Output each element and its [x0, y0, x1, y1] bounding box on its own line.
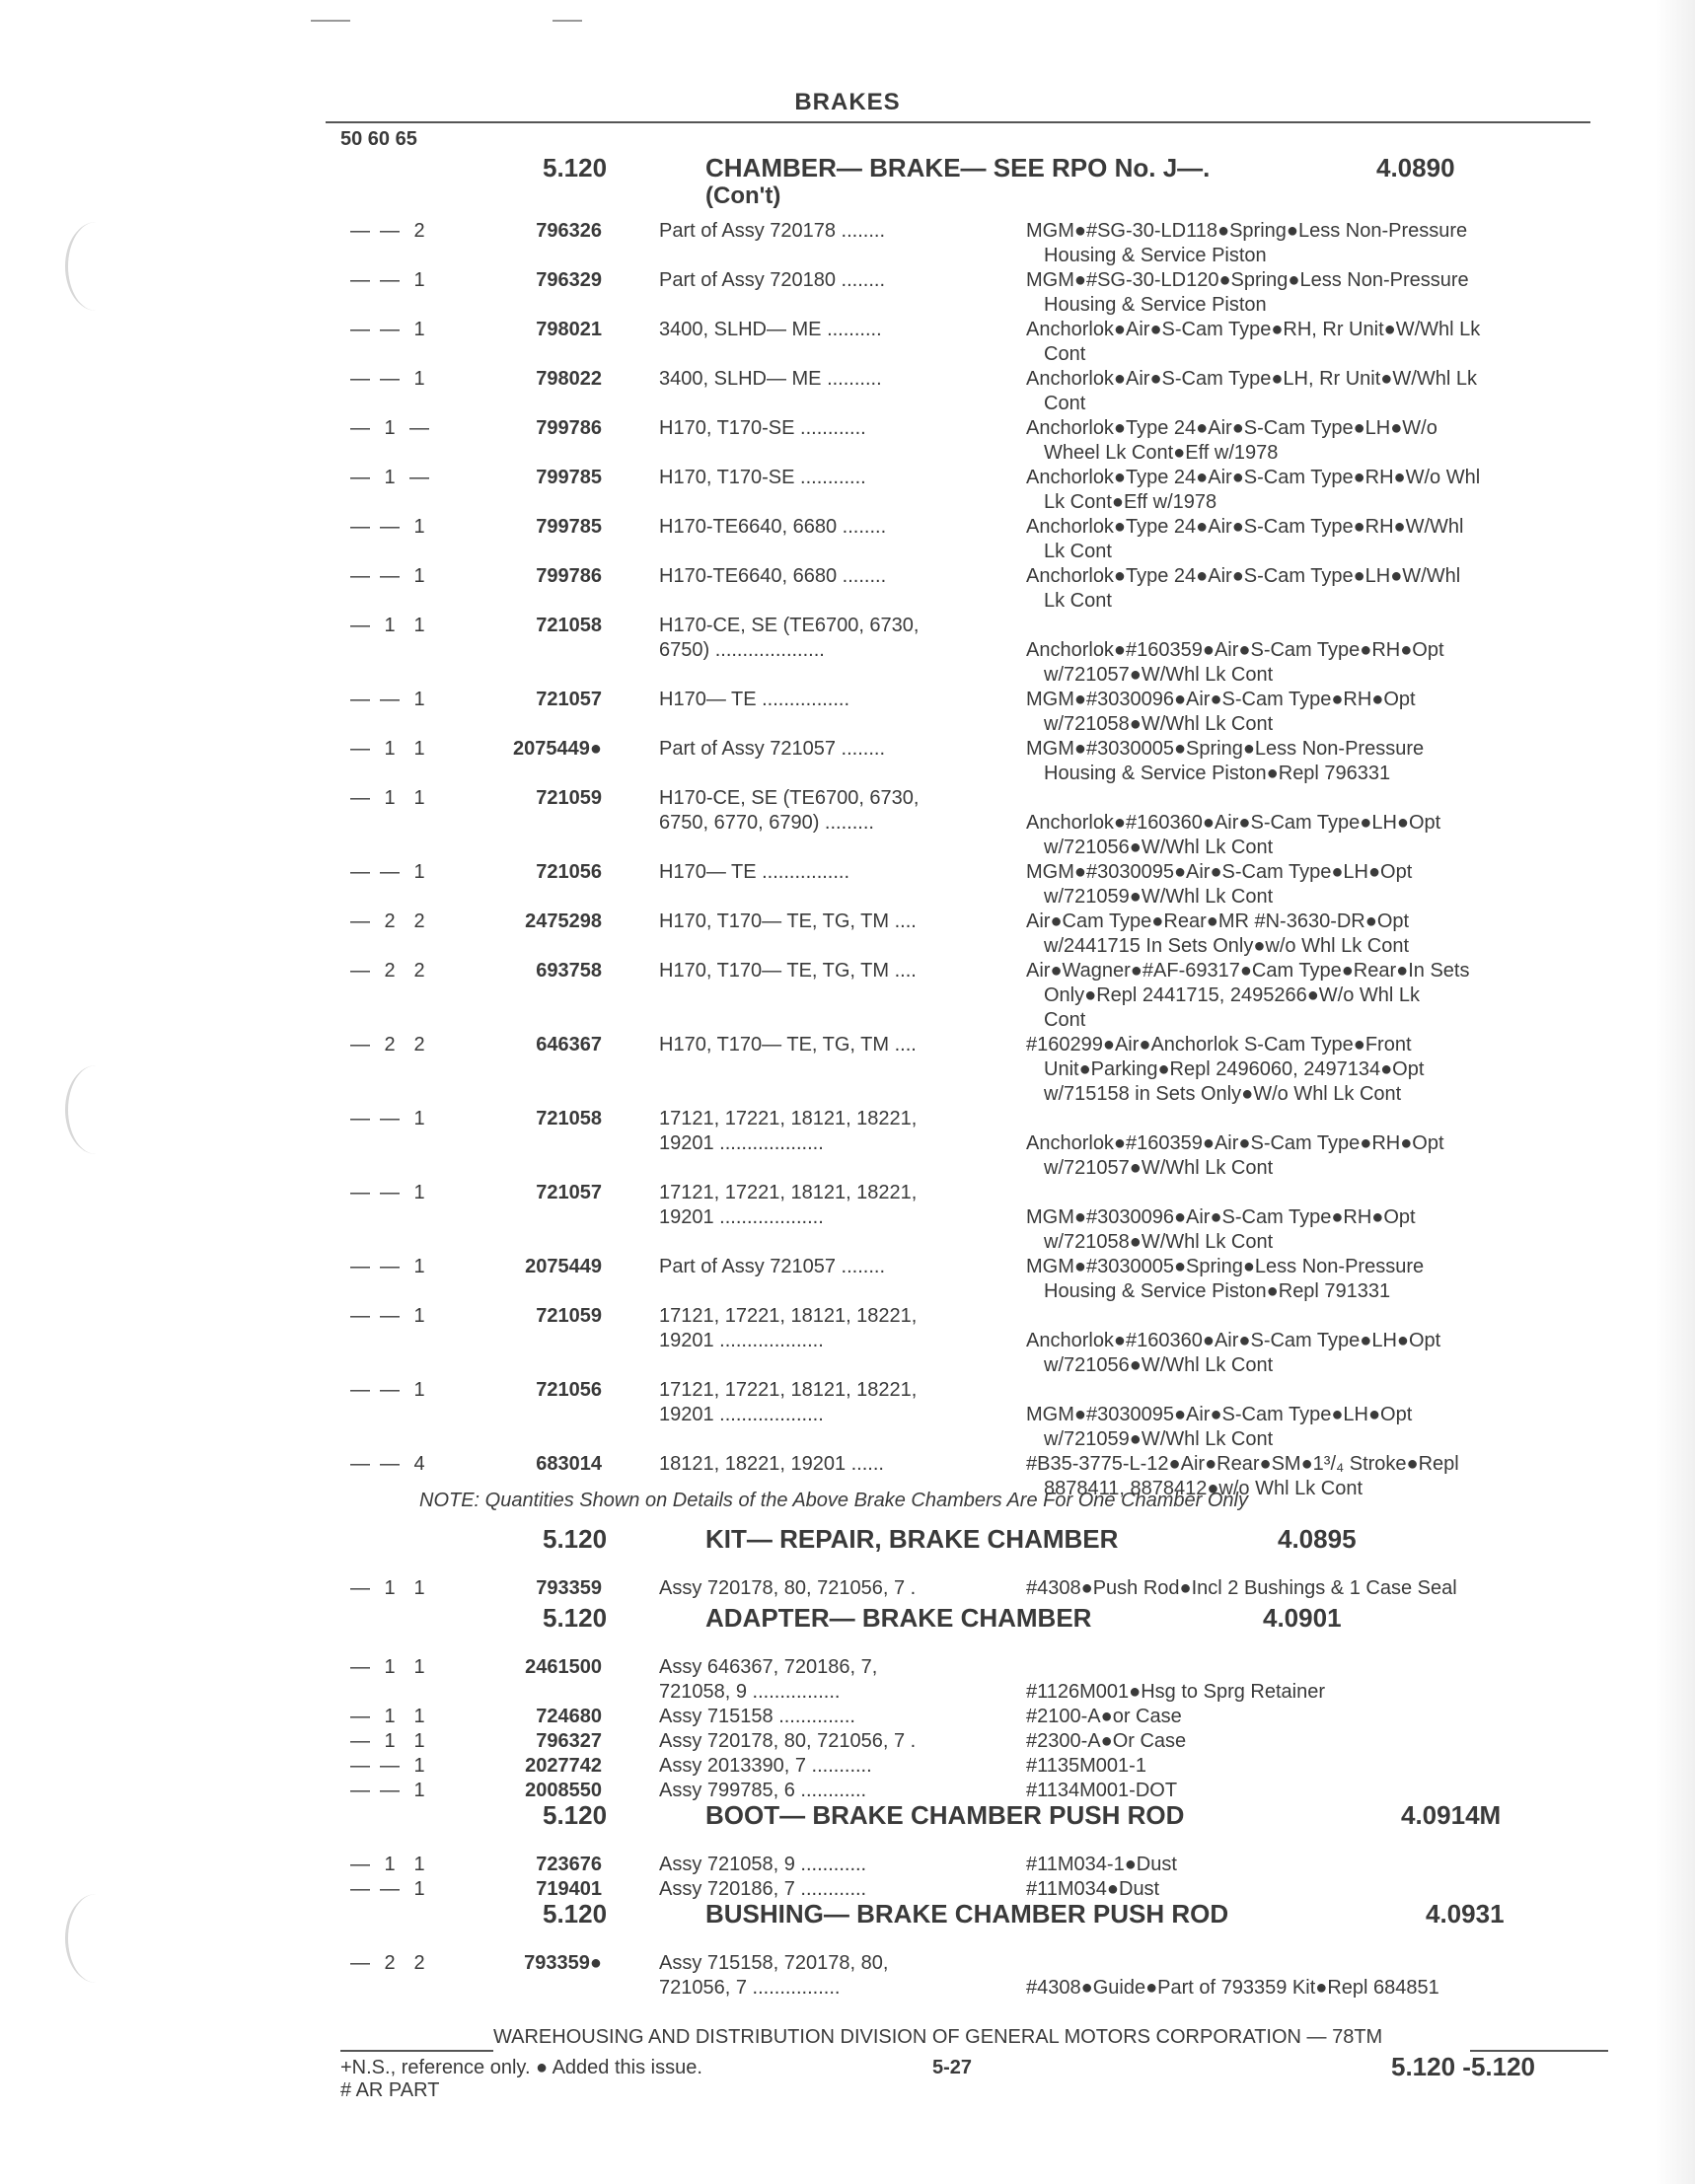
model-application: Assy 2013390, 7 ...........: [659, 1755, 872, 1777]
quantity-50: —: [350, 1656, 370, 1678]
section-number: 5.120: [543, 153, 608, 182]
quantity-65: 2: [413, 1952, 425, 1974]
quantity-60: —: [380, 861, 400, 883]
part-number: 721058: [536, 615, 602, 636]
quantity-65: 1: [413, 1182, 425, 1203]
part-number: 2475298: [525, 910, 602, 932]
quantity-60: —: [380, 1780, 400, 1801]
description-line: #160299●Air●Anchorlok S-Cam Type●Front: [1026, 1034, 1412, 1056]
quantity-50: —: [350, 1878, 370, 1900]
part-number: 796327: [536, 1730, 602, 1752]
quantity-60: 1: [384, 417, 396, 439]
quantity-65: 1: [413, 368, 425, 390]
part-description: [1026, 1754, 1598, 1779]
quantity-60: —: [380, 220, 400, 242]
quantity-50: —: [350, 1182, 370, 1203]
part-description: [1026, 1181, 1598, 1255]
part-number: 2027742: [525, 1755, 602, 1777]
model-application: Part of Assy 721057 ........: [659, 738, 886, 760]
quantity-50: —: [350, 738, 370, 760]
quantity-65: 1: [413, 787, 425, 809]
description-line: w/721058●W/Whl Lk Cont: [1044, 713, 1274, 735]
section-code: 4.0931: [1426, 1899, 1505, 1929]
quantity-50: —: [350, 1952, 370, 1974]
part-number: 793359: [536, 1577, 602, 1599]
quantity-65: 4: [413, 1453, 425, 1475]
description-line: Anchorlok●Type 24●Air●S-Cam Type●RH●W/Whl: [1026, 516, 1464, 538]
binder-hole: [65, 222, 127, 311]
quantity-50: —: [350, 1379, 370, 1401]
quantity-60: 1: [384, 787, 396, 809]
description-line: #11M034-1●Dust: [1026, 1854, 1177, 1875]
part-number: 721059: [536, 787, 602, 809]
description-line: Housing & Service Piston●Repl 796331: [1044, 763, 1391, 784]
section-title: CHAMBER— BRAKE— SEE RPO No. J—.: [705, 153, 1211, 182]
quantity-50: —: [350, 467, 370, 488]
description-line: Cont: [1044, 393, 1086, 414]
description-line: MGM●#3030096●Air●S-Cam Type●RH●Opt: [1026, 1206, 1416, 1228]
model-application: H170-CE, SE (TE6700, 6730, 6750) ....................: [659, 615, 920, 661]
quantity-65: 1: [413, 1878, 425, 1900]
model-application: Assy 720178, 80, 721056, 7 .: [659, 1730, 917, 1752]
part-description: [1026, 786, 1598, 860]
part-number: 646367: [536, 1034, 602, 1056]
description-line: [1026, 1951, 1598, 1976]
part-description: [1026, 1378, 1598, 1452]
section-title: ADAPTER— BRAKE CHAMBER: [705, 1603, 1092, 1633]
section-title: BOOT— BRAKE CHAMBER PUSH ROD: [705, 1800, 1185, 1830]
binder-hole: [65, 1065, 127, 1154]
part-description: [1026, 1853, 1598, 1877]
quantity-50: —: [350, 787, 370, 809]
model-application: H170, T170— TE, TG, TM ....: [659, 1034, 917, 1056]
model-application: Assy 646367, 720186, 7, 721058, 9 ................: [659, 1656, 878, 1703]
quantity-60: —: [380, 269, 400, 291]
model-application: H170, T170-SE ............: [659, 467, 866, 488]
quantity-50: —: [350, 910, 370, 932]
quantity-65: 1: [413, 1730, 425, 1752]
model-application: H170— TE ................: [659, 861, 850, 883]
part-number: 721058: [536, 1108, 602, 1129]
quantity-65: 1: [413, 1256, 425, 1277]
quantity-60: 2: [384, 1034, 396, 1056]
footer-legend-ar: # AR PART: [340, 2079, 440, 2101]
quantity-65: 1: [413, 565, 425, 587]
scan-mark: [553, 20, 582, 22]
description-line: Housing & Service Piston: [1044, 245, 1267, 266]
part-description: [1026, 860, 1598, 910]
description-line: MGM●#3030095●Air●S-Cam Type●LH●Opt: [1026, 1404, 1413, 1425]
quantity-60: 1: [384, 1730, 396, 1752]
part-number: 721059: [536, 1305, 602, 1327]
section-number: 5.120: [543, 1899, 608, 1929]
quantity-60: —: [380, 1305, 400, 1327]
quantity-50: —: [350, 319, 370, 340]
quantity-50: —: [350, 1780, 370, 1801]
quantity-50: —: [350, 368, 370, 390]
description-line: Lk Cont: [1044, 590, 1112, 612]
quantity-50: —: [350, 1706, 370, 1727]
part-number: 796329: [536, 269, 602, 291]
quantity-50: —: [350, 1577, 370, 1599]
model-application: H170, T170— TE, TG, TM ....: [659, 960, 917, 982]
quantity-65: 1: [413, 516, 425, 538]
quantity-50: —: [350, 960, 370, 982]
model-application: 3400, SLHD— ME ..........: [659, 368, 882, 390]
quantity-50: —: [350, 689, 370, 710]
part-description: [1026, 515, 1598, 564]
quantity-65: 1: [413, 1656, 425, 1678]
section-code: 4.0890: [1376, 153, 1455, 182]
description-line: w/721056●W/Whl Lk Cont: [1044, 837, 1274, 858]
footer-division-text: WAREHOUSING AND DISTRIBUTION DIVISION OF GENERAL MOTORS CORPORATION — 78TM: [493, 2026, 1383, 2048]
part-description: [1026, 268, 1598, 318]
model-application: H170-CE, SE (TE6700, 6730, 6750, 6770, 6790) .........: [659, 787, 920, 834]
quantity-50: —: [350, 417, 370, 439]
description-line: w/2441715 In Sets Only●w/o Whl Lk Cont: [1044, 935, 1410, 957]
description-line: [1026, 1304, 1598, 1329]
model-application: Part of Assy 720180 ........: [659, 269, 886, 291]
description-line: #1135M001-1: [1026, 1755, 1146, 1777]
description-line: Anchorlok●Air●S-Cam Type●LH, Rr Unit●W/Whl Lk: [1026, 368, 1477, 390]
model-application: 3400, SLHD— ME ..........: [659, 319, 882, 340]
section-subtitle: (Con't): [705, 182, 781, 209]
quantity-65: 2: [413, 1034, 425, 1056]
quantity-60: —: [380, 1755, 400, 1777]
model-application: 18121, 18221, 19201 ......: [659, 1453, 884, 1475]
model-application: 17121, 17221, 18121, 18221, 19201 ...................: [659, 1305, 918, 1351]
description-line: Wheel Lk Cont●Eff w/1978: [1044, 442, 1279, 464]
quantity-60: —: [380, 368, 400, 390]
part-description: [1026, 1033, 1598, 1107]
description-line: Housing & Service Piston●Repl 791331: [1044, 1280, 1391, 1302]
part-description: [1026, 564, 1598, 614]
part-description: [1026, 688, 1598, 737]
quantity-65: 1: [413, 1854, 425, 1875]
model-application: 17121, 17221, 18121, 18221, 19201 ...................: [659, 1379, 918, 1425]
quantity-60: —: [380, 1256, 400, 1277]
quantity-65: 1: [413, 615, 425, 636]
quantity-65: 2: [413, 220, 425, 242]
description-line: Anchorlok●#160359●Air●S-Cam Type●RH●Opt: [1026, 1132, 1444, 1154]
description-line: #2300-A●Or Case: [1026, 1730, 1187, 1752]
model-application: 17121, 17221, 18121, 18221, 19201 ...................: [659, 1182, 918, 1228]
page-title: BRAKES: [794, 89, 901, 115]
quantity-65: 1: [413, 1780, 425, 1801]
section-code: 4.0914M: [1401, 1800, 1502, 1830]
part-description: [1026, 1107, 1598, 1181]
description-line: #11M034●Dust: [1026, 1878, 1160, 1900]
quantity-60: 2: [384, 910, 396, 932]
part-number: 799786: [536, 417, 602, 439]
header-rule: [326, 121, 1590, 123]
description-line: 8878411, 8878412●w/o Whl Lk Cont: [1044, 1478, 1363, 1499]
model-application: Assy 720186, 7 ............: [659, 1878, 867, 1900]
quantity-50: —: [350, 516, 370, 538]
part-number: 793359●: [524, 1952, 602, 1974]
description-line: w/721057●W/Whl Lk Cont: [1044, 1157, 1274, 1179]
description-line: MGM●#3030095●Air●S-Cam Type●LH●Opt: [1026, 861, 1413, 883]
quantity-50: —: [350, 1854, 370, 1875]
model-application: Part of Assy 720178 ........: [659, 220, 886, 242]
quantity-50: —: [350, 1034, 370, 1056]
section-number: 5.120: [543, 1800, 608, 1830]
description-line: [1026, 1107, 1598, 1131]
description-line: w/721058●W/Whl Lk Cont: [1044, 1231, 1274, 1253]
quantity-60: —: [380, 565, 400, 587]
part-number: 2461500: [525, 1656, 602, 1678]
quantity-60: 2: [384, 1952, 396, 1974]
page-edge-shadow: [1656, 0, 1695, 2184]
description-line: Unit●Parking●Repl 2496060, 2497134●Opt: [1044, 1058, 1425, 1080]
quantity-60: —: [380, 516, 400, 538]
part-number: 2075449●: [513, 738, 602, 760]
section-number: 5.120: [543, 1524, 608, 1554]
part-description: [1026, 1729, 1598, 1754]
quantity-65: 1: [413, 1379, 425, 1401]
quantity-50: —: [350, 615, 370, 636]
quantity-60: 1: [384, 615, 396, 636]
model-application: Assy 715158 ..............: [659, 1706, 855, 1727]
quantity-65: 2: [413, 960, 425, 982]
part-number: 721057: [536, 1182, 602, 1203]
part-description: [1026, 1951, 1598, 2001]
part-number: 721056: [536, 861, 602, 883]
footer-rule: [340, 2050, 493, 2052]
quantity-65: 1: [413, 1755, 425, 1777]
description-line: #2100-A●or Case: [1026, 1706, 1182, 1727]
part-number: 693758: [536, 960, 602, 982]
quantity-60: 1: [384, 1706, 396, 1727]
quantity-65: 1: [413, 1706, 425, 1727]
quantity-50: —: [350, 565, 370, 587]
quantity-60: —: [380, 319, 400, 340]
quantity-65: —: [409, 417, 429, 439]
part-number: 719401: [536, 1878, 602, 1900]
part-number: 796326: [536, 220, 602, 242]
part-number: 2008550: [525, 1780, 602, 1801]
part-number: 799785: [536, 516, 602, 538]
part-number: 721057: [536, 689, 602, 710]
quantity-60: —: [380, 1379, 400, 1401]
part-description: [1026, 318, 1598, 367]
description-line: MGM●#3030096●Air●S-Cam Type●RH●Opt: [1026, 689, 1416, 710]
quantity-60: —: [380, 1108, 400, 1129]
quantity-65: 1: [413, 1108, 425, 1129]
description-line: w/721059●W/Whl Lk Cont: [1044, 1428, 1274, 1450]
quantity-50: —: [350, 1453, 370, 1475]
quantity-50: —: [350, 1305, 370, 1327]
quantity-60: 1: [384, 1577, 396, 1599]
part-description: [1026, 367, 1598, 416]
description-line: [1026, 614, 1598, 638]
description-line: [1026, 1378, 1598, 1403]
description-line: Anchorlok●#160360●Air●S-Cam Type●LH●Opt: [1026, 1330, 1441, 1351]
description-line: w/721059●W/Whl Lk Cont: [1044, 886, 1274, 908]
model-application: Assy 715158, 720178, 80, 721056, 7 ................: [659, 1952, 889, 1999]
quantity-60: 2: [384, 960, 396, 982]
description-line: Anchorlok●Air●S-Cam Type●RH, Rr Unit●W/Whl Lk: [1026, 319, 1481, 340]
description-line: w/721056●W/Whl Lk Cont: [1044, 1354, 1274, 1376]
description-line: #B35-3775-L-12●Air●Rear●SM●1³/₄ Stroke●Repl: [1026, 1453, 1459, 1475]
part-description: [1026, 416, 1598, 466]
quantity-50: —: [350, 861, 370, 883]
model-application: Assy 720178, 80, 721056, 7 .: [659, 1577, 917, 1599]
description-line: Air●Wagner●#AF-69317●Cam Type●Rear●In Sets: [1026, 960, 1470, 982]
part-description: [1026, 614, 1598, 688]
quantity-65: 1: [413, 689, 425, 710]
section-title: BUSHING— BRAKE CHAMBER PUSH ROD: [705, 1899, 1229, 1929]
section-code: 4.0901: [1263, 1603, 1342, 1633]
quantity-50: —: [350, 1108, 370, 1129]
part-description: [1026, 1255, 1598, 1304]
binder-hole: [65, 1894, 127, 1983]
part-number: 721056: [536, 1379, 602, 1401]
quantity-65: 1: [413, 861, 425, 883]
part-description: [1026, 910, 1598, 959]
quantity-65: 1: [413, 319, 425, 340]
model-application: 17121, 17221, 18121, 18221, 19201 ...................: [659, 1108, 918, 1154]
quantity-50: —: [350, 1730, 370, 1752]
part-number: 2075449: [525, 1256, 602, 1277]
description-line: Anchorlok●Type 24●Air●S-Cam Type●LH●W/o: [1026, 417, 1437, 439]
quantity-65: 1: [413, 1577, 425, 1599]
description-line: MGM●#SG-30-LD120●Spring●Less Non-Pressure: [1026, 269, 1469, 291]
quantity-60: 1: [384, 467, 396, 488]
description-line: Cont: [1044, 343, 1086, 365]
description-line: w/715158 in Sets Only●W/o Whl Lk Cont: [1044, 1083, 1402, 1105]
description-line: Anchorlok●Type 24●Air●S-Cam Type●LH●W/Whl: [1026, 565, 1461, 587]
part-number: 799786: [536, 565, 602, 587]
model-application: Assy 721058, 9 ............: [659, 1854, 867, 1875]
quantity-65: 1: [413, 738, 425, 760]
description-line: Air●Cam Type●Rear●MR #N-3630-DR●Opt: [1026, 910, 1410, 932]
description-line: #1126M001●Hsg to Sprg Retainer: [1026, 1681, 1325, 1703]
description-line: Lk Cont: [1044, 541, 1112, 562]
section-title: KIT— REPAIR, BRAKE CHAMBER: [705, 1524, 1119, 1554]
description-line: Only●Repl 2441715, 2495266●W/o Whl Lk: [1044, 984, 1421, 1006]
quantity-65: —: [409, 467, 429, 488]
chamber-note: NOTE: Quantities Shown on Details of the Above Brake Chambers Are For One Chamber Only: [419, 1490, 1248, 1511]
part-description: [1026, 959, 1598, 1033]
part-description: [1026, 219, 1598, 268]
model-application: H170, T170-SE ............: [659, 417, 866, 439]
part-description: [1026, 1705, 1598, 1729]
description-line: Anchorlok●#160360●Air●S-Cam Type●LH●Opt: [1026, 812, 1441, 834]
quantity-50: —: [350, 1256, 370, 1277]
part-description: [1026, 1655, 1598, 1705]
model-application: H170-TE6640, 6680 ........: [659, 565, 887, 587]
description-line: #4308●Guide●Part of 793359 Kit●Repl 684851: [1026, 1977, 1439, 1999]
model-application: H170— TE ................: [659, 689, 850, 710]
quantity-65: 1: [413, 1305, 425, 1327]
description-line: MGM●#3030005●Spring●Less Non-Pressure: [1026, 738, 1425, 760]
quantity-60: —: [380, 1453, 400, 1475]
section-code: 4.0895: [1278, 1524, 1357, 1554]
scan-mark: [311, 20, 350, 22]
description-line: Anchorlok●#160359●Air●S-Cam Type●RH●Opt: [1026, 639, 1444, 661]
part-description: [1026, 737, 1598, 786]
description-line: Lk Cont●Eff w/1978: [1044, 491, 1217, 513]
model-application: H170-TE6640, 6680 ........: [659, 516, 887, 538]
part-description: [1026, 466, 1598, 515]
quantity-60: 1: [384, 738, 396, 760]
part-number: 798022: [536, 368, 602, 390]
quantity-60: 1: [384, 1854, 396, 1875]
footer-legend: +N.S., reference only. ● Added this issue.: [340, 2057, 702, 2078]
part-number: 723676: [536, 1854, 602, 1875]
quantity-60: —: [380, 1182, 400, 1203]
model-application: H170, T170— TE, TG, TM ....: [659, 910, 917, 932]
quantity-50: —: [350, 1755, 370, 1777]
description-line: Housing & Service Piston: [1044, 294, 1267, 316]
part-number: 724680: [536, 1706, 602, 1727]
description-line: MGM●#SG-30-LD118●Spring●Less Non-Pressure: [1026, 220, 1468, 242]
model-application: Part of Assy 721057 ........: [659, 1256, 886, 1277]
description-line: Anchorlok●Type 24●Air●S-Cam Type●RH●W/o Whl: [1026, 467, 1481, 488]
description-line: #4308●Push Rod●Incl 2 Bushings & 1 Case Seal: [1026, 1577, 1457, 1599]
page-number: 5-27: [932, 2057, 973, 2078]
quantity-65: 2: [413, 910, 425, 932]
quantity-60: —: [380, 689, 400, 710]
description-line: [1026, 786, 1598, 811]
description-line: MGM●#3030005●Spring●Less Non-Pressure: [1026, 1256, 1425, 1277]
part-number: 683014: [536, 1453, 602, 1475]
part-number: 798021: [536, 319, 602, 340]
section-number: 5.120: [543, 1603, 608, 1633]
model-application: Assy 799785, 6 ............: [659, 1780, 867, 1801]
part-number: 799785: [536, 467, 602, 488]
part-description: [1026, 1576, 1598, 1601]
description-line: w/721057●W/Whl Lk Cont: [1044, 664, 1274, 686]
description-line: Cont: [1044, 1009, 1086, 1031]
quantity-60: 1: [384, 1656, 396, 1678]
description-line: #1134M001-DOT: [1026, 1780, 1178, 1801]
quantity-50: —: [350, 269, 370, 291]
quantity-50: —: [350, 220, 370, 242]
quantity-60: —: [380, 1878, 400, 1900]
description-line: [1026, 1181, 1598, 1205]
section-range: 5.120 -5.120: [1391, 2052, 1536, 2081]
year-column-headers: 50 60 65: [340, 128, 417, 150]
quantity-65: 1: [413, 269, 425, 291]
description-line: [1026, 1655, 1598, 1680]
part-description: [1026, 1304, 1598, 1378]
